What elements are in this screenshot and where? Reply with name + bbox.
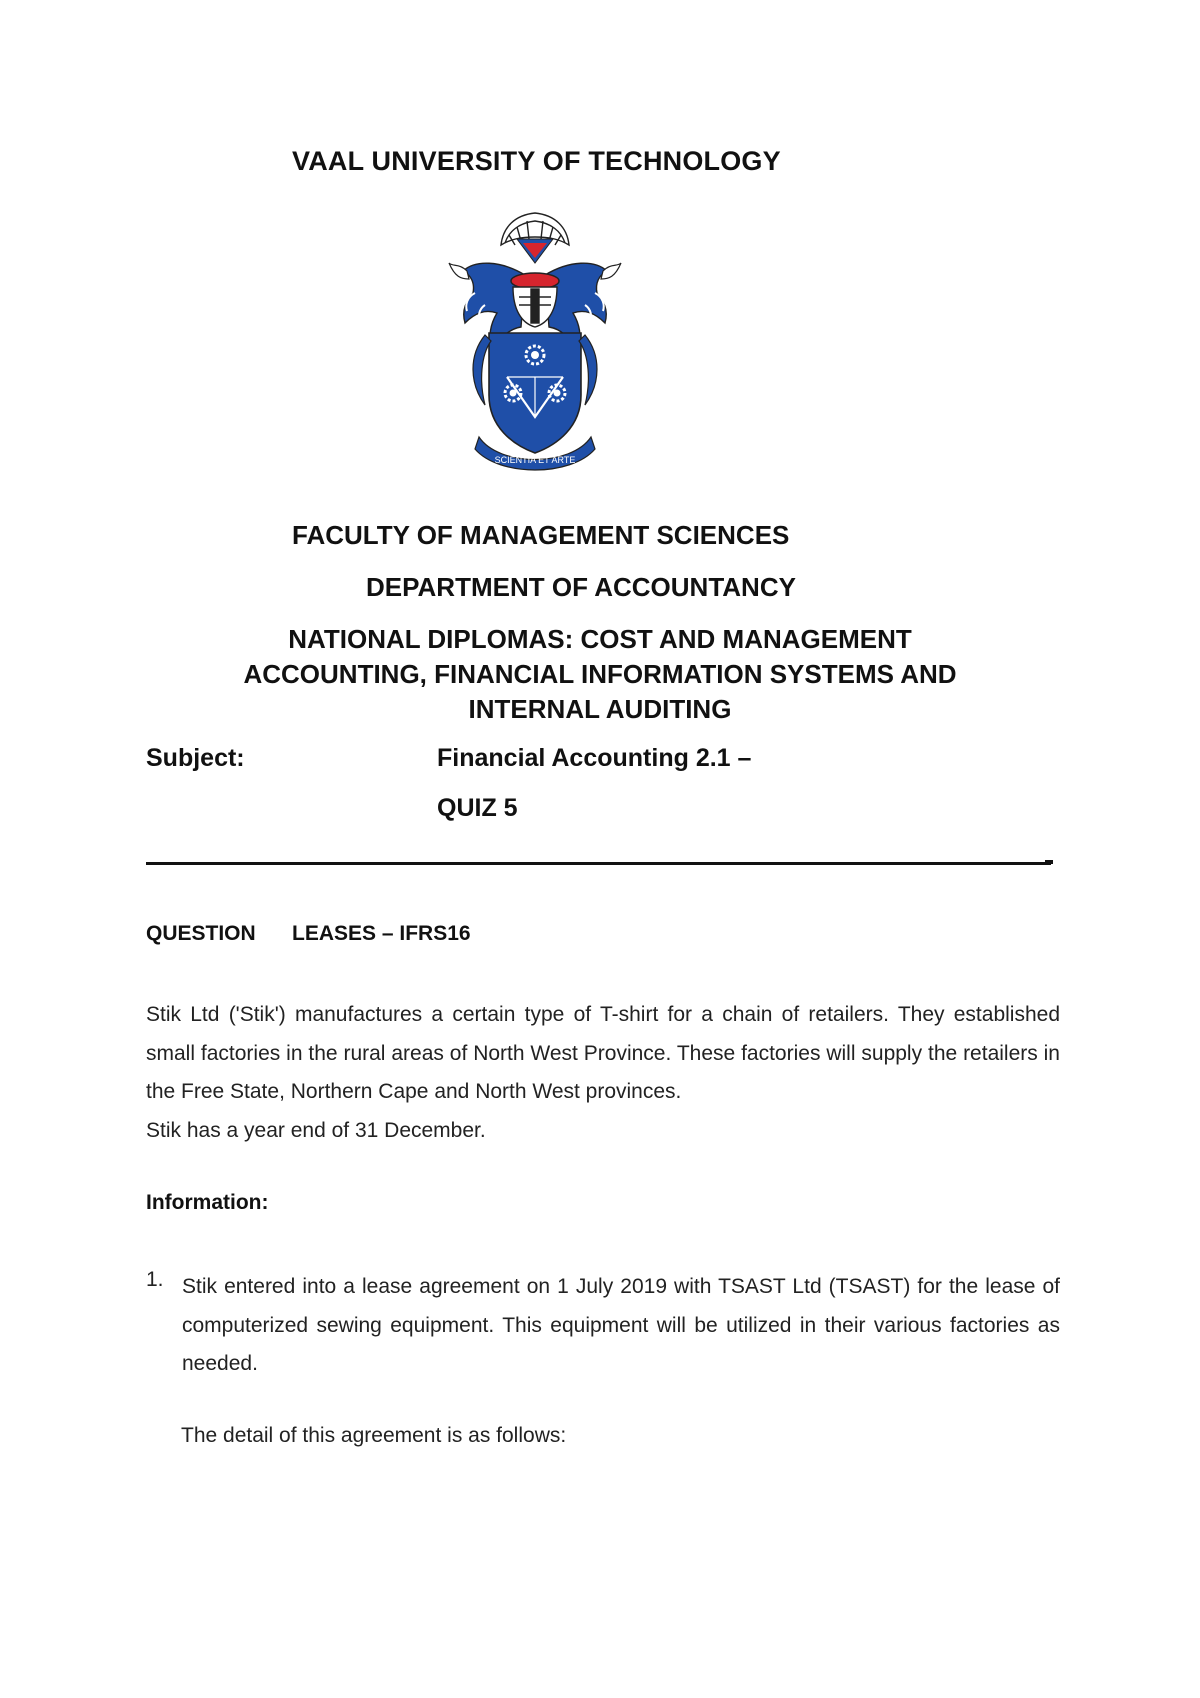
question-title: LEASES – IFRS16 [292,922,471,945]
university-title: VAAL UNIVERSITY OF TECHNOLOGY [292,146,781,176]
faculty-name: FACULTY OF MANAGEMENT SCIENCES [292,520,790,550]
information-heading: Information: [146,1191,269,1214]
diplomas-line-1: NATIONAL DIPLOMAS: COST AND MANAGEMENT [288,624,912,654]
list-item-number: 1. [146,1268,164,1291]
department-name: DEPARTMENT OF ACCOUNTANCY [366,572,796,602]
subject-value: Financial Accounting 2.1 – [437,744,752,772]
agreement-detail-intro: The detail of this agreement is as follows: [181,1424,567,1447]
horizontal-divider [146,862,1051,865]
list-item [182,1268,1060,1384]
question-paragraph-2: Stik has a year end of 31 December. [146,1118,486,1142]
question-body [146,996,1060,1150]
quiz-title: QUIZ 5 [437,794,518,822]
question-heading [146,922,471,946]
diplomas-line-2: ACCOUNTING, FINANCIAL INFORMATION SYSTEMS AND [243,659,957,689]
crest-motto: SCIENTIA ET ARTE [494,455,576,465]
question-label: QUESTION [146,922,256,945]
divider-end-mark [1045,860,1053,864]
university-crest-logo [445,205,625,475]
diplomas-line-3: INTERNAL AUDITING [468,694,732,724]
list-item-text: Stik entered into a lease agreement on 1 July 2019 with TSAST Ltd (TSAST) for the lease of computerized sewing equipment. This equipment will be utilized in their various factories as needed. [182,1275,1060,1375]
diplomas-heading [150,622,1050,727]
subject-label: Subject: [146,744,245,772]
question-paragraph-1: Stik Ltd ('Stik') manufactures a certain type of T-shirt for a chain of retailers. They established small factories in the rural areas of North West Province. These factories will supply the retailers in the Free State, Northern Cape and North West provinces. [146,1003,1060,1103]
shield [489,333,581,453]
